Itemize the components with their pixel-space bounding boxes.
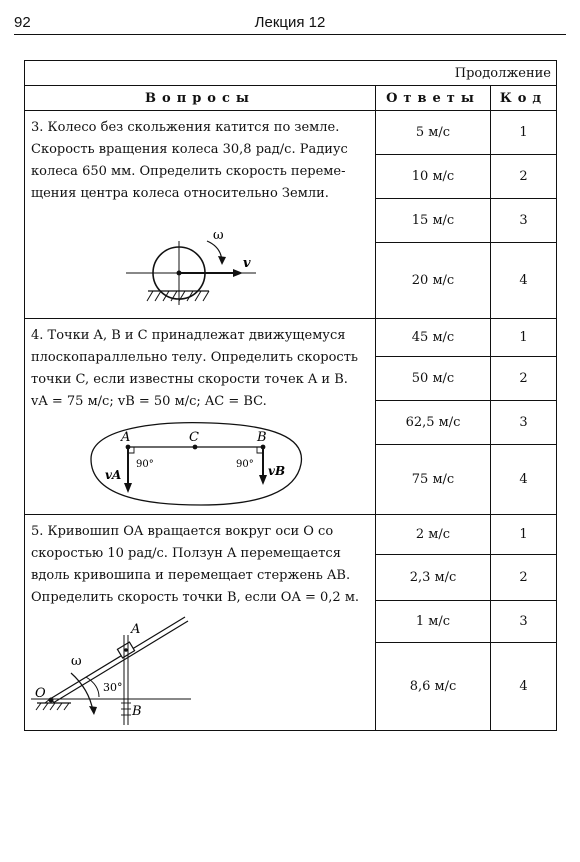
answer-cell: 10 м/с [376,155,491,199]
answer-cell: 5 м/с [376,111,491,155]
lecture-title: Лекция 12 [254,14,326,31]
answer-cell: 2 м/с [376,515,491,555]
question-line: 4. Точки A, B и C принадлежат движущемуся [31,328,346,343]
code-cell: 1 [491,319,557,357]
question-line: плоскопараллельно телу. Определить скорость [31,350,358,365]
answer-cell: 8,6 м/с [376,643,491,731]
code-cell: 2 [491,357,557,401]
rigid-body-diagram [31,419,361,509]
code-cell: 4 [491,643,557,731]
question-4-cell [25,319,376,515]
column-header-answers: Ответы [376,86,491,111]
code-cell: 2 [491,555,557,601]
angle-a-label: 90° [136,459,154,470]
answer-cell: 1 м/с [376,601,491,643]
question-line: вдоль кривошипа и перемещает стержень AB. [31,568,351,583]
column-header-questions: Вопросы [25,86,376,111]
question-5-cell [25,515,376,731]
column-header-code: Код [491,86,557,111]
answer-cell: 2,3 м/с [376,555,491,601]
velocity-label: v [243,256,251,271]
code-cell: 3 [491,199,557,243]
answer-cell: 45 м/с [376,319,491,357]
question-line: щения центра колеса относительно Земли. [31,186,329,201]
wheel-diagram [31,211,361,307]
question-line: Скорость вращения колеса 30,8 рад/с. Радиус [31,142,348,157]
continuation-row [25,61,557,86]
table-row [25,319,557,357]
continuation-label: Продолжение [25,61,557,86]
point-a-label: A [121,430,131,445]
code-cell: 2 [491,155,557,199]
questions-table [24,60,557,731]
header-row [25,86,557,111]
question-line: точки C, если известны скорости точек A и B. [31,372,348,387]
point-c-label: C [189,430,199,445]
angle-label: 30° [103,681,123,694]
velocity-a-label: vA [105,468,122,482]
code-cell: 1 [491,515,557,555]
omega-label: ω [213,228,224,243]
code-cell: 4 [491,445,557,515]
crank-diagram [31,615,361,725]
omega-label: ω [71,654,82,669]
page-number: 92 [14,14,31,31]
code-cell: 3 [491,601,557,643]
question-line: vA = 75 м/с; vB = 50 м/с; AC = BC. [31,394,267,409]
running-head [14,10,566,34]
velocity-b-label: vB [268,464,286,478]
code-cell: 3 [491,401,557,445]
code-cell: 1 [491,111,557,155]
answer-cell: 50 м/с [376,357,491,401]
question-line: колеса 650 мм. Определить скорость переме- [31,164,346,179]
answer-cell: 75 м/с [376,445,491,515]
question-line: 5. Кривошип OA вращается вокруг оси O со [31,524,334,539]
answer-cell: 15 м/с [376,199,491,243]
point-a-label: A [131,622,141,637]
question-line: 3. Колесо без скольжения катится по земле. [31,120,340,135]
question-3-cell [25,111,376,319]
answer-cell: 20 м/с [376,243,491,319]
table-row [25,111,557,155]
table-row [25,515,557,555]
point-b-label: B [257,430,267,445]
answer-cell: 62,5 м/с [376,401,491,445]
angle-b-label: 90° [236,459,254,470]
point-b-label: B [132,704,142,719]
question-line: скоростью 10 рад/с. Ползун A перемещается [31,546,341,561]
code-cell: 4 [491,243,557,319]
point-o-label: O [35,686,46,701]
header-rule [14,34,566,35]
question-line: Определить скорость точки B, если OA = 0,2 м. [31,590,360,605]
